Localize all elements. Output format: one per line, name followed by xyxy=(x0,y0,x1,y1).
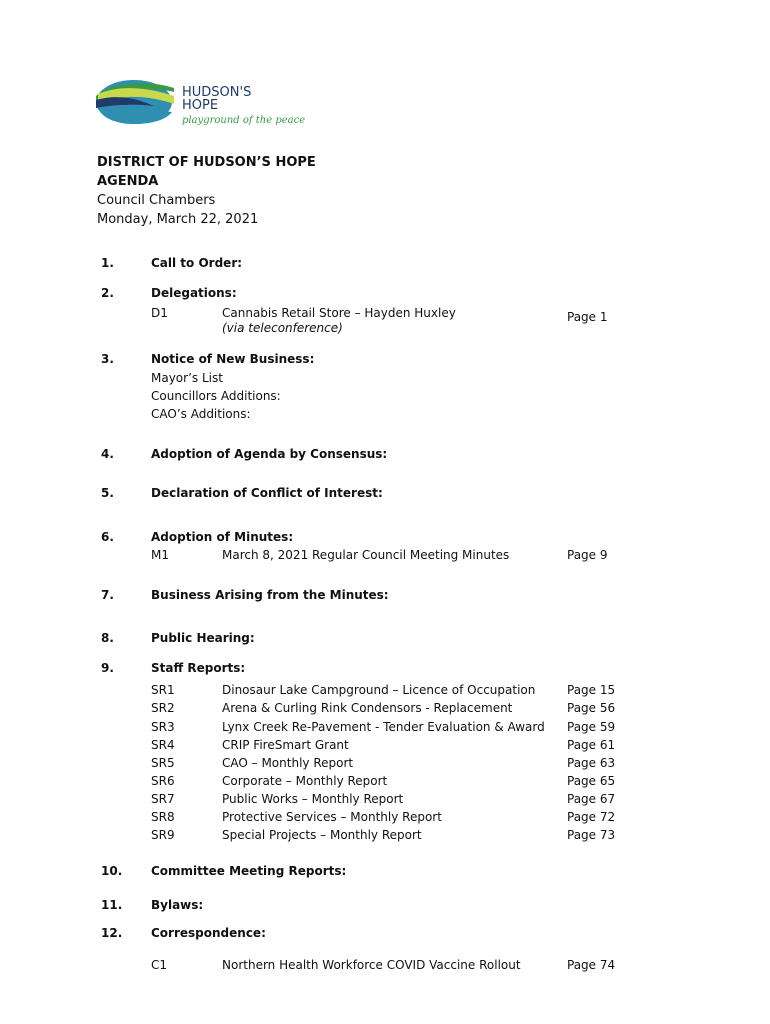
hudsons-hope-logo xyxy=(96,78,306,134)
item-description: Dinosaur Lake Campground – Licence of Occupation xyxy=(222,683,536,697)
item-description: Public Works – Monthly Report xyxy=(222,792,404,806)
logo-line2: HOPE xyxy=(182,98,219,113)
section-title: Adoption of Minutes: xyxy=(151,530,294,544)
section-title: Notice of New Business: xyxy=(151,352,315,366)
district-title: DISTRICT OF HUDSON’S HOPE xyxy=(97,155,316,170)
item-description: Corporate – Monthly Report xyxy=(222,774,388,788)
section-title: Correspondence: xyxy=(151,926,266,940)
item-page: Page 1 xyxy=(567,310,608,324)
item-page: Page 9 xyxy=(567,548,608,562)
item-page: Page 65 xyxy=(567,774,616,788)
item-description: Cannabis Retail Store – Hayden Huxley xyxy=(222,306,456,320)
item-description: Arena & Curling Rink Condensors - Replacement xyxy=(222,701,513,715)
item-page: Page 15 xyxy=(567,683,616,697)
agenda-title: AGENDA xyxy=(97,174,159,189)
item-description: CRIP FireSmart Grant xyxy=(222,738,349,752)
section-number: 8. xyxy=(101,631,114,645)
item-page: Page 56 xyxy=(567,701,616,715)
new-business-item: Mayor’s List xyxy=(151,371,223,385)
section-title: Committee Meeting Reports: xyxy=(151,864,347,878)
item-page: Page 59 xyxy=(567,720,616,734)
item-code: SR8 xyxy=(151,810,175,824)
section-title: Business Arising from the Minutes: xyxy=(151,588,389,602)
section-title: Adoption of Agenda by Consensus: xyxy=(151,447,388,461)
section-title: Public Hearing: xyxy=(151,631,255,645)
item-code: SR4 xyxy=(151,738,175,752)
item-description: March 8, 2021 Regular Council Meeting Minutes xyxy=(222,548,510,562)
item-code: C1 xyxy=(151,958,168,972)
section-number: 4. xyxy=(101,447,114,461)
item-page: Page 73 xyxy=(567,828,616,842)
meeting-date: Monday, March 22, 2021 xyxy=(97,212,259,227)
item-page: Page 74 xyxy=(567,958,616,972)
new-business-item: Councillors Additions: xyxy=(151,389,281,403)
section-number: 12. xyxy=(101,926,123,940)
logo-tagline: playground of the peace xyxy=(182,115,306,126)
item-description: Protective Services – Monthly Report xyxy=(222,810,442,824)
section-number: 9. xyxy=(101,661,114,675)
section-number: 2. xyxy=(101,286,114,300)
item-code: SR5 xyxy=(151,756,175,770)
item-description: Lynx Creek Re-Pavement - Tender Evaluation & Award xyxy=(222,720,545,734)
item-description: CAO – Monthly Report xyxy=(222,756,354,770)
section-number: 10. xyxy=(101,864,123,878)
section-number: 5. xyxy=(101,486,114,500)
item-page: Page 63 xyxy=(567,756,616,770)
section-number: 7. xyxy=(101,588,114,602)
item-description: Northern Health Workforce COVID Vaccine Rollout xyxy=(222,958,521,972)
item-page: Page 72 xyxy=(567,810,616,824)
logo-line1: HUDSON'S xyxy=(182,85,252,100)
item-code: SR7 xyxy=(151,792,175,806)
item-description: Special Projects – Monthly Report xyxy=(222,828,422,842)
section-title: Staff Reports: xyxy=(151,661,246,675)
item-page: Page 67 xyxy=(567,792,616,806)
item-code: SR6 xyxy=(151,774,175,788)
item-code: SR3 xyxy=(151,720,175,734)
item-code: M1 xyxy=(151,548,169,562)
section-title: Bylaws: xyxy=(151,898,204,912)
new-business-item: CAO’s Additions: xyxy=(151,407,251,421)
section-title: Call to Order: xyxy=(151,256,243,270)
item-page: Page 61 xyxy=(567,738,616,752)
section-number: 1. xyxy=(101,256,114,270)
section-number: 6. xyxy=(101,530,114,544)
item-note: (via teleconference) xyxy=(222,321,343,335)
section-title: Delegations: xyxy=(151,286,237,300)
item-code: D1 xyxy=(151,306,168,320)
meeting-location: Council Chambers xyxy=(97,193,216,208)
item-code: SR1 xyxy=(151,683,175,697)
section-title: Declaration of Conflict of Interest: xyxy=(151,486,383,500)
item-code: SR2 xyxy=(151,701,175,715)
section-number: 3. xyxy=(101,352,114,366)
item-code: SR9 xyxy=(151,828,175,842)
section-number: 11. xyxy=(101,898,123,912)
